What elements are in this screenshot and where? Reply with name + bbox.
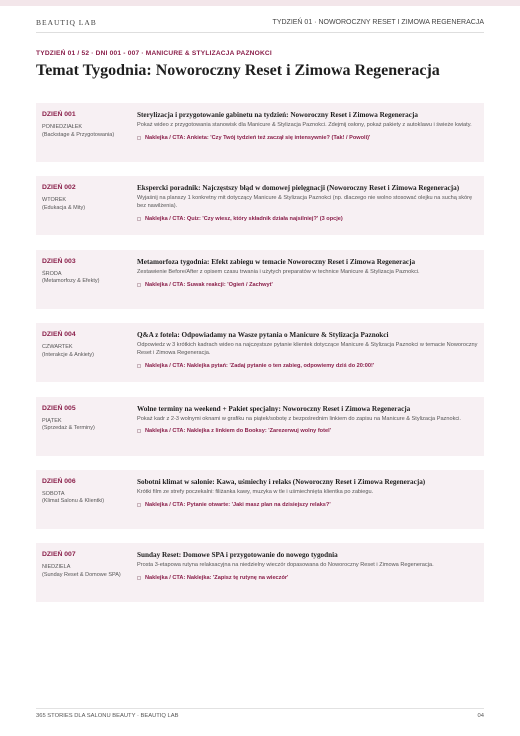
day-card-005	[36, 397, 484, 456]
day-weekday: CZWARTEK	[42, 344, 73, 351]
day-title: Ekspercki poradnik: Najczęstszy błąd w domowej pielęgnacji (Noworoczny Reset i Zimowa Regeneracja)	[137, 184, 460, 193]
day-number: DZIEŃ 003	[42, 257, 76, 265]
day-cta	[137, 282, 478, 288]
day-cta-text: Naklejka / CTA: Suwak reakcji: 'Ogień / Zachwyt'	[145, 281, 273, 288]
day-cta	[137, 216, 478, 222]
day-weekday: NIEDZIELA	[42, 564, 71, 571]
day-weekday: SOBOTA	[42, 490, 65, 497]
day-content	[137, 184, 478, 235]
day-cta-text: Naklejka / CTA: Naklejka z linkiem do Booksy: 'Zarezerwuj wolny fotel'	[145, 428, 331, 435]
day-title: Sunday Reset: Domowe SPA i przygotowanie do nowego tygodnia	[137, 551, 338, 560]
brand-name: BEAUTIQ LAB	[36, 17, 97, 27]
day-description: Krótki film ze strefy poczekalni: filiżanka kawy, muzyka w tle i uśmiechnięta klientka po zabiegu.	[137, 488, 374, 495]
day-card-006	[36, 470, 484, 529]
day-category: (Interakcje & Ankiety)	[42, 351, 94, 358]
day-category: (Metamorfozy & Efekty)	[42, 278, 100, 285]
page-title: Temat Tygodnia: Noworoczny Reset i Zimowa Regeneracja	[36, 62, 440, 79]
day-content	[137, 551, 478, 602]
top-accent-strip	[0, 0, 520, 6]
checkbox-icon	[137, 503, 141, 507]
day-title: Sobotni klimat w salonie: Kawa, uśmiechy i relaks (Noworoczny Reset i Zimowa Regeneracja)	[137, 477, 426, 486]
checkbox-icon	[137, 283, 141, 287]
day-title: Wolne terminy na weekend + Pakiet specjalny: Noworoczny Reset i Zimowa Regeneracja	[137, 404, 411, 413]
day-card-007	[36, 543, 484, 602]
week-kicker: TYDZIEŃ 01 / 52 · DNI 001 - 007 · MANICURE & STYLIZACJA PAZNOKCI	[36, 50, 272, 57]
day-number: DZIEŃ 001	[42, 111, 76, 118]
day-meta	[42, 184, 137, 235]
page-footer	[36, 713, 484, 719]
day-weekday: PIĄTEK	[42, 417, 62, 424]
day-cta	[137, 502, 478, 508]
day-meta	[42, 405, 137, 456]
day-description: Wyjaśnij na planszy 1 konkretny mit dotyczący Manicure & Stylizacja Paznokci (np. dlaczego nie wolno stosować olejku na suchą skórę bez nawilżenia).	[137, 195, 473, 210]
day-cta-text: Naklejka / CTA: Ankieta: 'Czy Twój tydzień też zaczął się intensywnie? (Tak! / Powoli)'	[145, 134, 371, 141]
day-title: Q&A z fotela: Odpowiadamy na Wasze pytania o Manicure & Stylizacja Paznokci	[137, 331, 389, 340]
day-list	[36, 103, 484, 617]
day-cta	[137, 135, 478, 141]
day-weekday: ŚRODA	[42, 270, 62, 277]
day-meta	[42, 331, 137, 382]
day-content	[137, 478, 478, 529]
header-divider	[36, 32, 484, 33]
day-title: Metamorfoza tygodnia: Efekt zabiegu w temacie Noworoczny Reset i Zimowa Regeneracja	[137, 257, 416, 266]
day-description: Prosta 3-etapowa rutyna relaksacyjna na niedzielny wieczór dopasowana do Noworoczny Reset i Zimowa Regeneracja.	[137, 562, 434, 569]
day-cta-text: Naklejka / CTA: Naklejka pytań: 'Zadaj pytanie o ten zabieg, odpowiemy dziś do 20:00!'	[145, 362, 375, 369]
header-week-label: TYDZIEŃ 01 · NOWOROCZNY RESET I ZIMOWA REGENERACJA	[272, 18, 484, 26]
footer-divider	[36, 708, 484, 709]
checkbox-icon	[137, 364, 141, 368]
day-cta	[137, 575, 478, 581]
day-number: DZIEŃ 006	[42, 477, 76, 485]
day-meta	[42, 258, 137, 309]
day-category: (Sunday Reset & Domowe SPA)	[42, 571, 121, 578]
day-number: DZIEŃ 002	[42, 184, 76, 192]
day-weekday: PONIEDZIAŁEK	[42, 124, 83, 130]
day-number: DZIEŃ 005	[42, 404, 76, 412]
day-category: (Backstage & Przygotowania)	[42, 131, 115, 138]
footer-text: 365 STORIES DLA SALONU BEAUTY · BEAUTIQ LAB	[36, 713, 179, 719]
day-cta-text: Naklejka / CTA: Pytanie otwarte: 'Jaki masz plan na dzisiejszy relaks?'	[145, 501, 331, 508]
day-content	[137, 258, 478, 309]
day-cta-text: Naklejka / CTA: Naklejka: 'Zapisz tę rutynę na wieczór'	[145, 575, 289, 582]
checkbox-icon	[137, 217, 141, 221]
day-number: DZIEŃ 004	[42, 331, 76, 339]
day-cta-text: Naklejka / CTA: Quiz: 'Czy wiesz, który składnik działa najsilniej?' (3 opcje)	[145, 215, 343, 222]
day-card-002	[36, 176, 484, 235]
day-content	[137, 405, 478, 456]
day-category: (Edukacja & Mity)	[42, 204, 86, 211]
day-description: Pokaż kadr z 2-3 wolnymi oknami w grafiku na piątek/sobotę z bezpośrednim linkiem do zapisu na Manicure & Stylizacja Paznokci.	[137, 415, 461, 422]
day-meta	[42, 478, 137, 529]
day-card-003	[36, 250, 484, 309]
day-card-004	[36, 323, 484, 382]
day-title: Sterylizacja i przygotowanie gabinetu na tydzień: Noworoczny Reset i Zimowa Regeneracja	[137, 111, 418, 119]
day-description: Zestawienie Before/After z opisem czasu trwania i użytych preparatów w technice Manicure & Stylizacja Paznokci.	[137, 268, 420, 275]
day-weekday: WTOREK	[42, 197, 67, 204]
page-header	[36, 14, 484, 30]
day-content	[137, 331, 478, 382]
checkbox-icon	[137, 576, 141, 580]
page-number: 04	[477, 713, 484, 719]
day-category: (Klimat Salonu & Klientki)	[42, 498, 105, 505]
day-description: Odpowiedz w 3 krótkich kadrach wideo na najczęstsze pytanie klientek dotyczące Manicure & Stylizacja Paznokci w temacie Noworoczny Reset i Zimowa Regeneracja.	[137, 342, 478, 356]
day-description: Pokaż wideo z przygotowania stanowisk dla Manicure & Stylizacja Paznokci. Zdejmij osłony, pokaż pakiety z autoklawu i świeże kwiaty.	[137, 122, 472, 128]
day-cta	[137, 363, 478, 369]
day-category: (Sprzedaż & Terminy)	[42, 425, 95, 432]
day-content	[137, 111, 478, 162]
day-number: DZIEŃ 007	[42, 551, 76, 559]
day-cta	[137, 428, 478, 434]
checkbox-icon	[137, 136, 141, 140]
day-meta	[42, 111, 137, 162]
checkbox-icon	[137, 429, 141, 433]
day-card-001	[36, 103, 484, 162]
day-meta	[42, 551, 137, 602]
